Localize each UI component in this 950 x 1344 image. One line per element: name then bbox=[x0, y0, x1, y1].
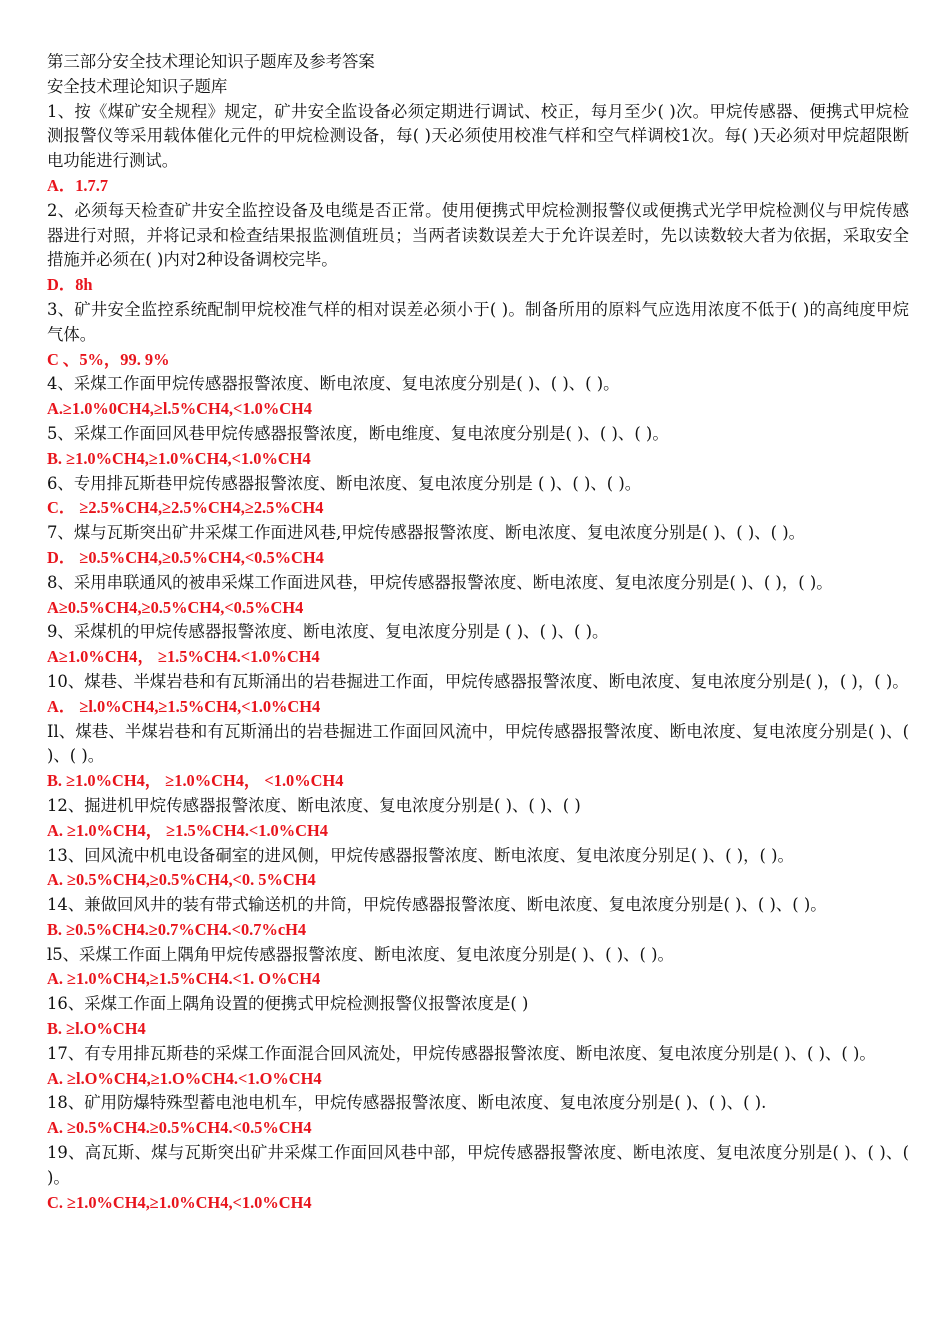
answer-10: A． ≥l.0%CH4,≥1.5%CH4,<1.0%CH4 bbox=[47, 696, 321, 716]
answer-8: A≥0.5%CH4,≥0.5%CH4,<0.5%CH4 bbox=[47, 597, 304, 617]
question-19: 19、高瓦斯、煤与瓦斯突出矿井采煤工作面回风巷中部，甲烷传感器报警浓度、断电浓度、复电浓度分别是( )、( )、( )。 bbox=[47, 1143, 909, 1187]
question-14: 14、兼做回风井的装有带式输送机的井筒，甲烷传感器报警浓度、断电浓度、复电浓度分别是( )、( )、( )。 bbox=[47, 895, 827, 915]
question-11: Il、煤巷、半煤岩巷和有瓦斯涌出的岩巷掘进工作面回风流中，甲烷传感器报警浓度、断电浓度、复电浓度分别是( )、( )、( )。 bbox=[47, 721, 909, 766]
answer-9: A≥1.0%CH4， ≥1.5%CH4.<1.0%CH4 bbox=[47, 647, 320, 667]
document-subtitle: 安全技术理论知识子题库 bbox=[47, 76, 228, 96]
question-2: 2、必须每天检查矿井安全监控设备及电缆是否正常。使用便携式甲烷检测报警仪或便携式光学甲烷检测仪与甲烷传感器进行对照，并将记录和检查结果报监测值班员；当两者读数误差大于允许误差时，先以读数较大者为依据，采取安全措施并必须在( )内对2种设备调校完毕。 bbox=[47, 200, 909, 270]
answer-13: A. ≥0.5%CH4,≥0.5%CH4,<0. 5%CH4 bbox=[47, 870, 316, 890]
question-9: 9、采煤机的甲烷传感器报警浓度、断电浓度、复电浓度分别是 ( )、( )、( )。 bbox=[47, 622, 609, 642]
answer-14: B. ≥0.5%CH4.≥0.7%CH4.<0.7%cH4 bbox=[47, 919, 307, 939]
question-10: 10、煤巷、半煤岩巷和有瓦斯涌出的岩巷掘进工作面，甲烷传感器报警浓度、断电浓度、复电浓度分别是( )，( )，( )。 bbox=[47, 671, 909, 691]
answer-4: A.≥1.0%0CH4,≥l.5%CH4,<1.0%CH4 bbox=[47, 399, 312, 419]
answer-2: D．8h bbox=[47, 275, 93, 295]
answer-6: C． ≥2.5%CH4,≥2.5%CH4,≥2.5%CH4 bbox=[47, 498, 324, 518]
question-16: 16、采煤工作面上隅角设置的便携式甲烷检测报警仪报警浓度是( ) bbox=[47, 994, 529, 1014]
answer-18: A. ≥0.5%CH4.≥0.5%CH4.<0.5%CH4 bbox=[47, 1118, 312, 1138]
answer-3: C 、5%，99. 9% bbox=[47, 349, 170, 369]
answer-19: C. ≥1.0%CH4,≥1.0%CH4,<1.0%CH4 bbox=[47, 1192, 312, 1212]
answer-17: A. ≥l.O%CH4,≥1.O%CH4.<1.O%CH4 bbox=[47, 1068, 322, 1088]
question-6: 6、专用排瓦斯巷甲烷传感器报警浓度、断电浓度、复电浓度分别是 ( )、( )、( )。 bbox=[47, 473, 642, 493]
answer-16: B. ≥l.O%CH4 bbox=[47, 1019, 146, 1039]
question-7: 7、煤与瓦斯突出矿井采煤工作面进风巷,甲烷传感器报警浓度、断电浓度、复电浓度分别是( )、( )、( )。 bbox=[47, 523, 806, 543]
answer-1: A．1.7.7 bbox=[47, 175, 109, 195]
question-3: 3、矿井安全监控系统配制甲烷校准气样的相对误差必须小于( )。制备所用的原料气应选用浓度不低于( )的高纯度甲烷气体。 bbox=[47, 299, 909, 344]
question-18: 18、矿用防爆特殊型蓄电池电机车，甲烷传感器报警浓度、断电浓度、复电浓度分别是( )、( )、( ). bbox=[47, 1093, 767, 1113]
question-15: l5、采煤工作面上隅角甲烷传感器报警浓度、断电浓度、复电浓度分别是( )、( )、( )。 bbox=[47, 944, 674, 964]
answer-5: B. ≥1.0%CH4,≥1.0%CH4,<1.0%CH4 bbox=[47, 448, 311, 468]
question-8: 8、采用串联通风的被串采煤工作面进风巷，甲烷传感器报警浓度、断电浓度、复电浓度分别是( )、( )，( )。 bbox=[47, 572, 833, 592]
answer-7: D． ≥0.5%CH4,≥0.5%CH4,<0.5%CH4 bbox=[47, 547, 324, 567]
question-17: 17、有专用排瓦斯巷的采煤工作面混合回风流处，甲烷传感器报警浓度、断电浓度、复电浓度分别是( )、( )、( )。 bbox=[47, 1043, 876, 1063]
document-title: 第三部分安全技术理论知识子题库及参考答案 bbox=[47, 52, 375, 71]
question-12: 12、掘进机甲烷传感器报警浓度、断电浓度、复电浓度分别是( )、( )、( ) bbox=[47, 795, 581, 815]
answer-12: A. ≥1.0%CH4， ≥1.5%CH4.<1.0%CH4 bbox=[47, 820, 328, 840]
document-page bbox=[47, 50, 909, 1215]
question-1: 1、按《煤矿安全规程》规定，矿井安全监设备必须定期进行调试、校正，每月至少( )次。甲烷传感器、便携式甲烷检测报警仪等采用载体催化元件的甲烷检测设备，每( )天必须使用校准气样和空气样调校1次。每( )天必须对甲烷超限断电功能进行测试。 bbox=[47, 101, 909, 171]
question-5: 5、采煤工作面回风巷甲烷传感器报警浓度，断电维度、复电浓度分别是( )、( )、( )。 bbox=[47, 423, 669, 443]
question-4: 4、采煤工作面甲烷传感器报警浓度、断电浓度、复电浓度分别是( )、( )、( )。 bbox=[47, 374, 620, 394]
answer-11: B. ≥1.0%CH4， ≥1.0%CH4， <1.0%CH4 bbox=[47, 771, 344, 791]
answer-15: A. ≥1.0%CH4,≥1.5%CH4.<1. O%CH4 bbox=[47, 969, 321, 989]
question-13: 13、回风流中机电设备硐室的进风侧，甲烷传感器报警浓度、断电浓度、复电浓度分别足( )、( )，( )。 bbox=[47, 845, 794, 865]
